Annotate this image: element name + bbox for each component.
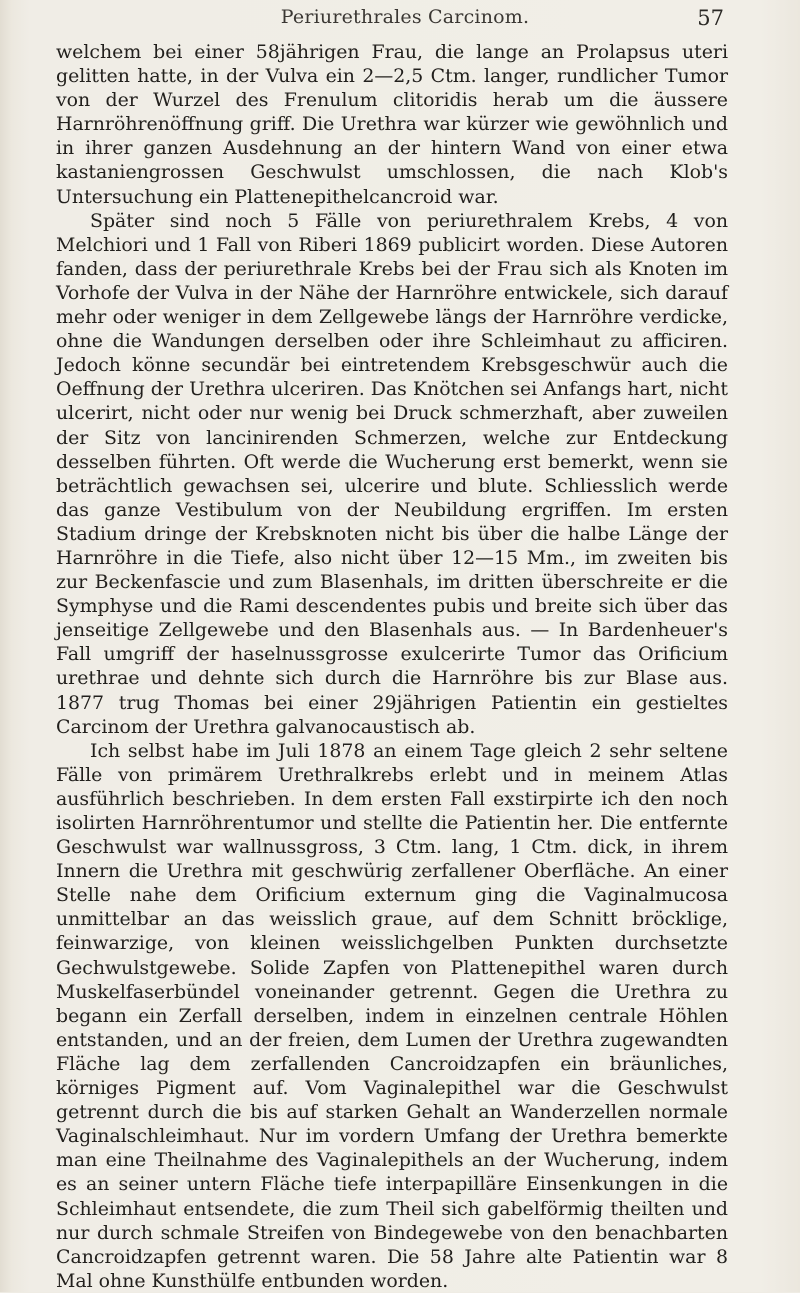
page-number: 57 [697,6,724,30]
running-title: Periurethrales Carcinom. [280,6,530,28]
body-text [56,40,728,1293]
paragraph-1: welchem bei einer 58jährigen Frau, die lange an Prolapsus uteri gelitten hatte, in der Vulva ein 2—2,5 Ctm. langer, rundlicher Tumor von der Wurzel des Frenulum clitoridis herab um die äussere Harnröhrenöffnung griff. Die Urethra war kürzer wie gewöhnlich und in ihrer ganzen Ausdehnung an der hintern Wand von einer etwa kastaniengrossen Geschwulst umschlossen, die nach Klob's Untersuchung ein Plattenepithelcancroid war. [56,41,728,208]
paragraph-2: Später sind noch 5 Fälle von periurethralem Krebs, 4 von Melchiori und 1 Fall von Riberi 1869 publicirt worden. Diese Autoren fanden, dass der periurethrale Krebs bei der Frau sich als Knoten im Vorhofe der Vulva in der Nähe der Harnröhre entwickele, sich darauf mehr oder weniger in dem Zellgewebe längs der Harnröhre verdicke, ohne die Wandungen derselben oder ihre Schleimhaut zu afficiren. Jedoch könne secundär bei eintretendem Krebsgeschwür auch die Oeffnung der Urethra ulceriren. Das Knötchen sei Anfangs hart, nicht ulcerirt, nicht oder nur wenig bei Druck schmerzhaft, aber zuweilen der Sitz von lancinirenden Schmerzen, welche zur Entdeckung desselben führten. Oft werde die Wucherung erst bemerkt, wenn sie beträchtlich gewachsen sei, ulcerire und blute. Schliesslich werde das ganze Vestibulum von der Neubildung ergriffen. Im ersten Stadium dringe der Krebsknoten nicht bis über die halbe Länge der Harnröhre in die Tiefe, also nicht über 12—15 Mm., im zweiten bis zur Beckenfascie und zum Blasenhals, im dritten überschreite er die Symphyse und die Rami descendentes pubis und breite sich über das jenseitige Zellgewebe und den Blasenhals aus. — In Bardenheuer's Fall umgriff der haselnussgrosse exulcerirte Tumor das Orificium urethrae und dehnte sich durch die Harnröhre bis zur Blase aus. 1877 trug Thomas bei einer 29jährigen Patientin ein gestieltes Carcinom der Urethra galvanocaustisch ab. [56,209,728,738]
running-header [90,6,724,32]
paragraph-3: Ich selbst habe im Juli 1878 an einem Tage gleich 2 sehr seltene Fälle von primärem Urethralkrebs erlebt und in meinem Atlas ausführlich beschrieben. In dem ersten Fall exstirpirte ich den noch isolirten Harnröhrentumor und stellte die Patientin her. Die entfernte Geschwulst war wallnussgross, 3 Ctm. lang, 1 Ctm. dick, in ihrem Innern die Urethra mit geschwürig zerfallener Oberfläche. An einer Stelle nahe dem Orificium externum ging die Vaginalmucosa unmittelbar an das weisslich graue, auf dem Schnitt bröcklige, feinwarzige, von kleinen weisslichgelben Punkten durchsetzte Gechwulstgewebe. Solide Zapfen von Plattenepithel waren durch Muskelfaserbündel voneinander getrennt. Gegen die Urethra zu begann ein Zerfall derselben, indem in einzelnen centrale Höhlen entstanden, und an der freien, dem Lumen der Urethra zugewandten Fläche lag dem zerfallenden Cancroidzapfen ein bräunliches, körniges Pigment auf. Vom Vaginalepithel war die Geschwulst getrennt durch die bis auf starken Gehalt an Wanderzellen normale Vaginalschleimhaut. Nur im vordern Umfang der Urethra bemerkte man eine Theilnahme des Vaginalepithels an der Wucherung, indem es an seiner untern Fläche tiefe interpapilläre Einsenkungen in die Schleimhaut entsendete, die zum Theil sich gabelförmig theilten und nur durch schmale Streifen von Bindegewebe von den benachbarten Cancroidzapfen getrennt waren. Die 58 Jahre alte Patientin war 8 Mal ohne Kunsthülfe entbunden worden. [56,739,728,1292]
